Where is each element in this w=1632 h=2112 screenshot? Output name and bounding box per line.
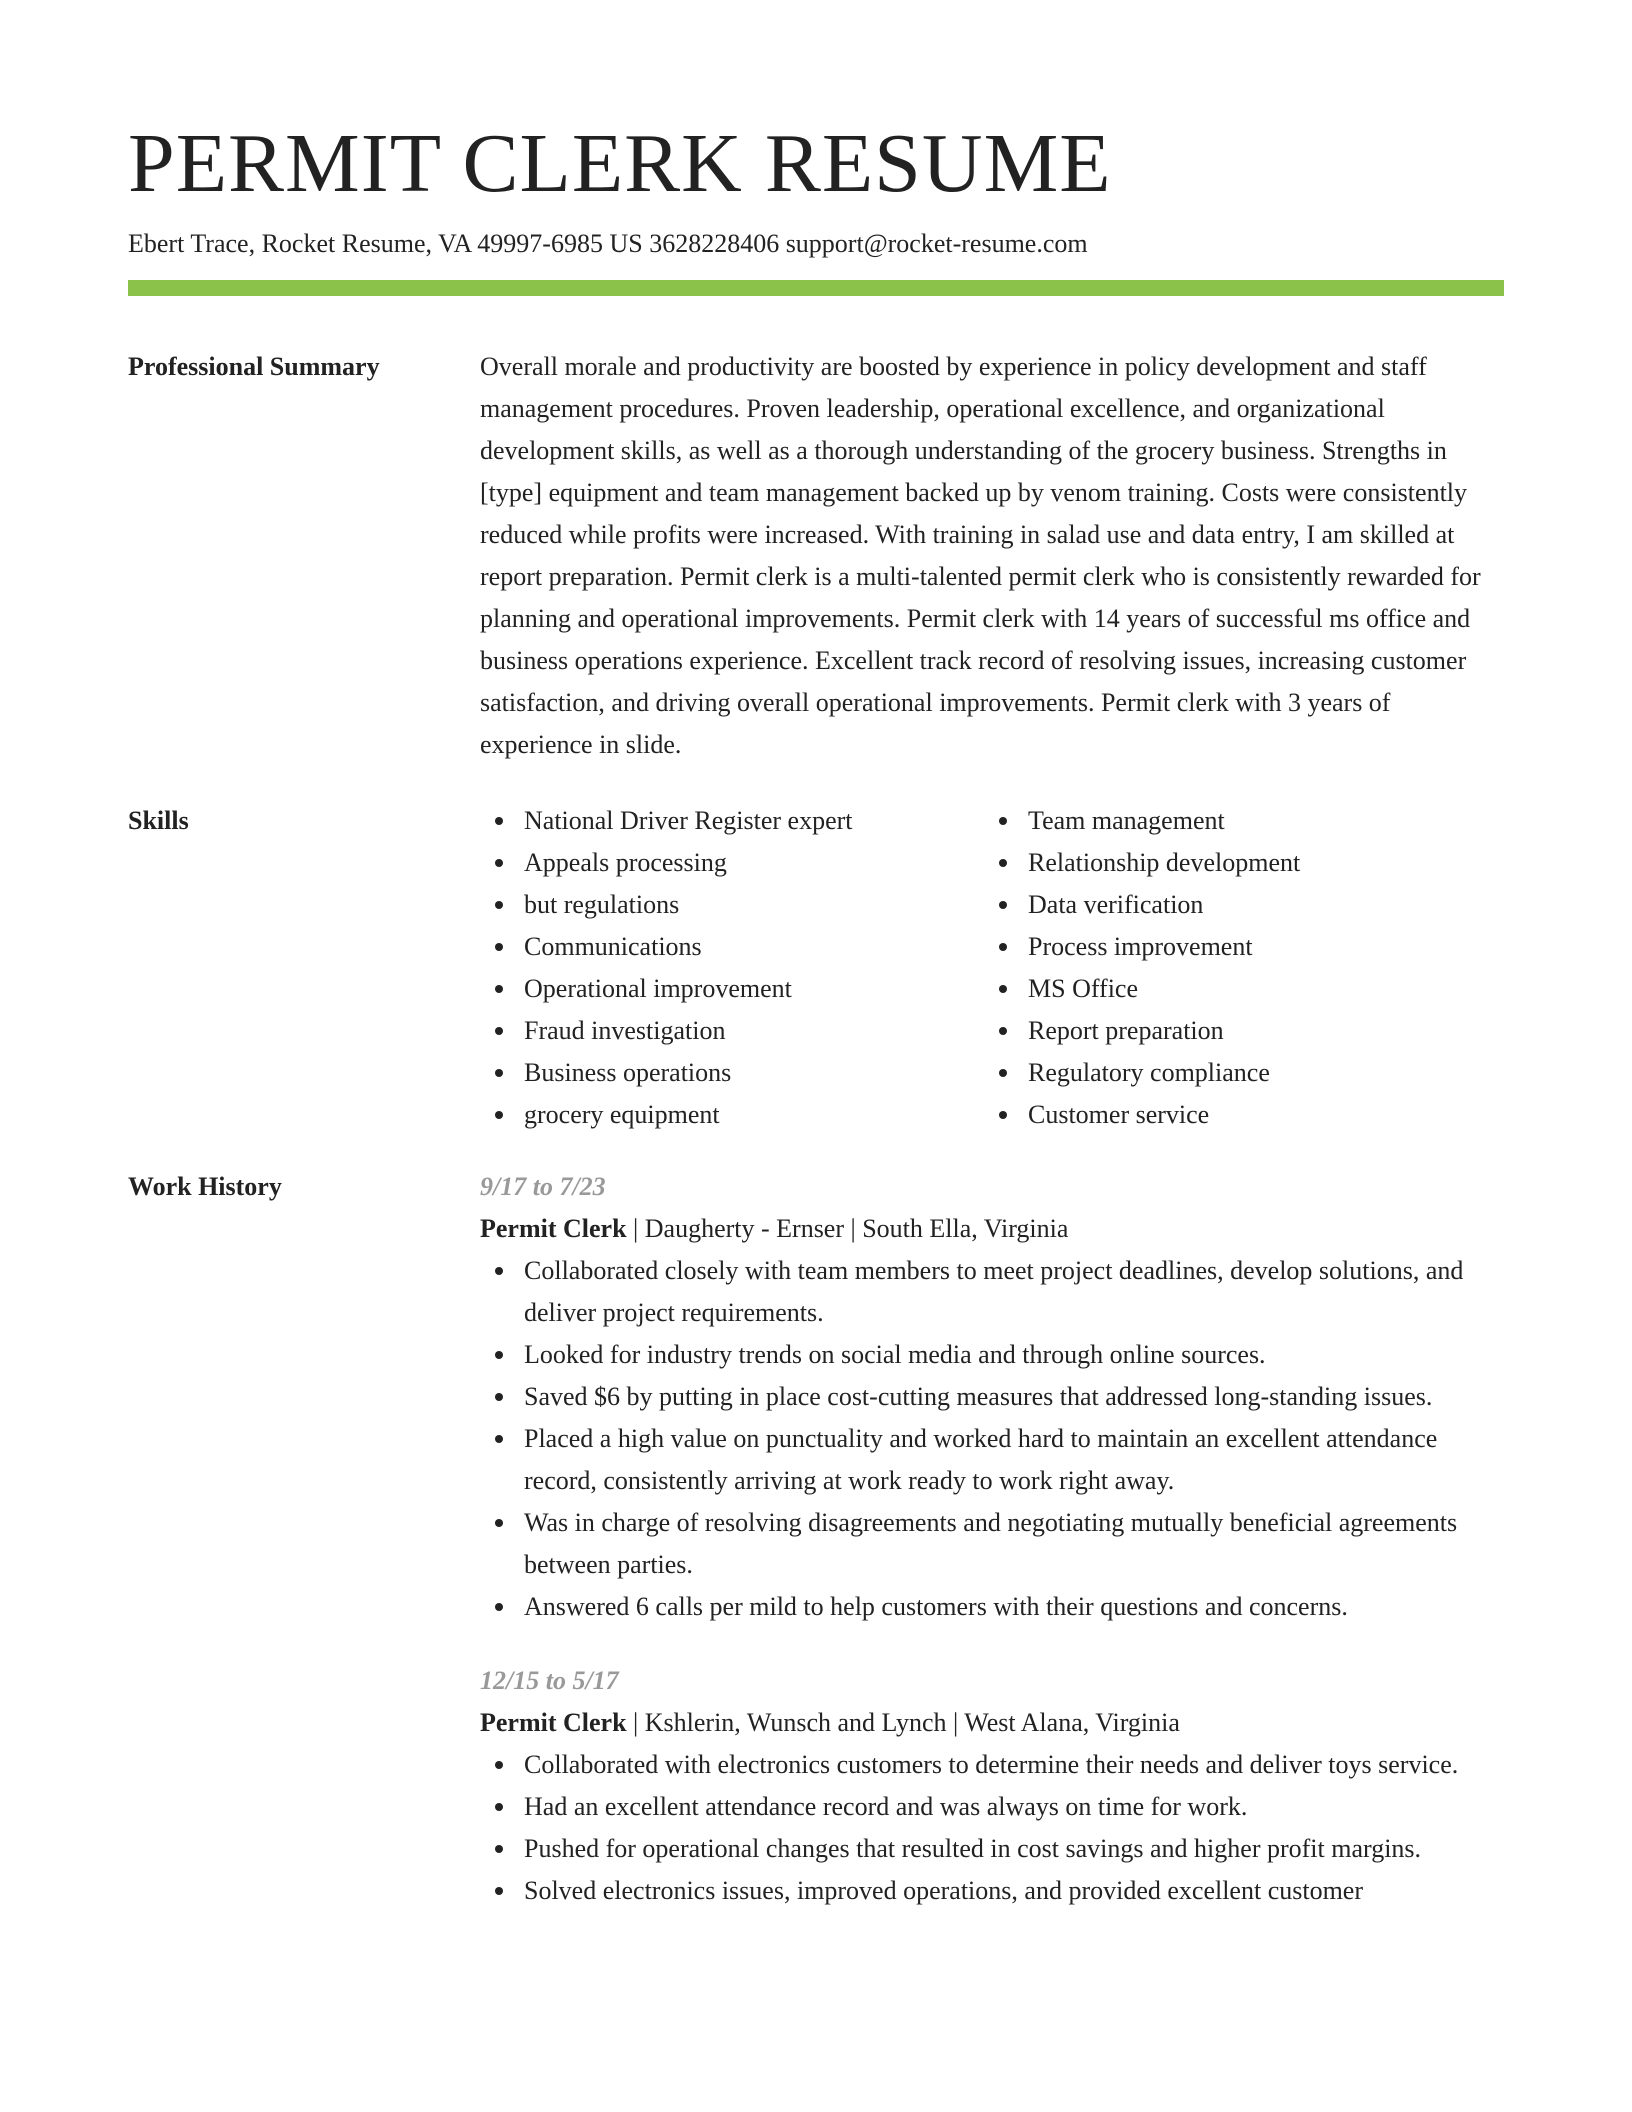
job-title-line — [480, 1702, 1504, 1744]
skill-item: Customer service — [984, 1094, 1488, 1136]
skills-section — [128, 800, 1504, 1136]
summary-heading: Professional Summary — [128, 351, 380, 381]
summary-text: Overall morale and productivity are boosted by experience in policy development and staff management procedures. Proven leadership, operational excellence, and organizational development skills, as well as a thorough understanding of the grocery business. Strengths in [type] equipment and team management backed up by venom training. Costs were consistently reduced while profits were increased. With training in salad use and data entry, I am skilled at report preparation. Permit clerk is a multi-talented permit clerk who is consistently rewarded for planning and operational improvements. Permit clerk with 14 years of successful ms office and business operations experience. Excellent track record of resolving issues, increasing customer satisfaction, and driving overall operational improvements. Permit clerk with 3 years of experience in slide. — [480, 351, 1481, 759]
job-bullet: Saved $6 by putting in place cost-cutting measures that addressed long-standing issues. — [480, 1376, 1504, 1418]
skills-heading: Skills — [128, 805, 189, 835]
contact-address: Ebert Trace, Rocket Resume, VA 49997-6985 US — [128, 229, 643, 259]
resume-page — [128, 118, 1504, 1912]
skills-list-right — [984, 800, 1488, 1136]
skill-item: Fraud investigation — [480, 1010, 984, 1052]
header-divider — [128, 280, 1504, 296]
job-bullet: Was in charge of resolving disagreements and negotiating mutually beneficial agreements between parties. — [480, 1502, 1504, 1586]
work-history-section — [128, 1166, 1504, 1912]
skill-item: Regulatory compliance — [984, 1052, 1488, 1094]
job-bullet: Placed a high value on punctuality and worked hard to maintain an excellent attendance record, consistently arriving at work ready to work right away. — [480, 1418, 1504, 1502]
job-title-line — [480, 1208, 1504, 1250]
job-bullet: Had an excellent attendance record and was always on time for work. — [480, 1786, 1504, 1828]
contact-phone: 3628228406 — [649, 229, 780, 259]
skill-item: Report preparation — [984, 1010, 1488, 1052]
skill-item: Operational improvement — [480, 968, 984, 1010]
contact-line — [128, 228, 1504, 259]
job-employer-location: | Kshlerin, Wunsch and Lynch | West Alana, Virginia — [626, 1707, 1180, 1737]
job-entry — [480, 1660, 1504, 1912]
job-dates: 12/15 to 5/17 — [480, 1665, 619, 1695]
job-bullet: Answered 6 calls per mild to help customers with their questions and concerns. — [480, 1586, 1504, 1628]
skills-list-left — [480, 800, 984, 1136]
skill-item: Data verification — [984, 884, 1488, 926]
skill-item: MS Office — [984, 968, 1488, 1010]
skill-item: Business operations — [480, 1052, 984, 1094]
job-bullets — [480, 1250, 1504, 1628]
work-history-heading: Work History — [128, 1171, 282, 1201]
job-dates: 9/17 to 7/23 — [480, 1171, 606, 1201]
job-bullets — [480, 1744, 1504, 1912]
skill-item: National Driver Register expert — [480, 800, 984, 842]
skill-item: Communications — [480, 926, 984, 968]
job-title: Permit Clerk — [480, 1707, 627, 1737]
work-history-body — [480, 1166, 1504, 1912]
skill-item: Process improvement — [984, 926, 1488, 968]
skill-item: but regulations — [480, 884, 984, 926]
job-bullet: Collaborated closely with team members to meet project deadlines, develop solutions, and deliver project requirements. — [480, 1250, 1504, 1334]
job-title: Permit Clerk — [480, 1213, 627, 1243]
resume-title: PERMIT CLERK RESUME — [128, 117, 1112, 210]
skills-grid — [480, 800, 1504, 1136]
job-entry — [480, 1166, 1504, 1628]
job-employer-location: | Daugherty - Ernser | South Ella, Virginia — [626, 1213, 1069, 1243]
contact-email: support@rocket-resume.com — [785, 229, 1088, 259]
job-bullet: Solved electronics issues, improved operations, and provided excellent customer — [480, 1870, 1504, 1912]
skill-item: Appeals processing — [480, 842, 984, 884]
summary-section — [128, 346, 1504, 766]
skill-item: grocery equipment — [480, 1094, 984, 1136]
skill-item: Relationship development — [984, 842, 1488, 884]
skill-item: Team management — [984, 800, 1488, 842]
job-bullet: Collaborated with electronics customers to determine their needs and deliver toys service. — [480, 1744, 1504, 1786]
job-bullet: Looked for industry trends on social media and through online sources. — [480, 1334, 1504, 1376]
job-bullet: Pushed for operational changes that resulted in cost savings and higher profit margins. — [480, 1828, 1504, 1870]
